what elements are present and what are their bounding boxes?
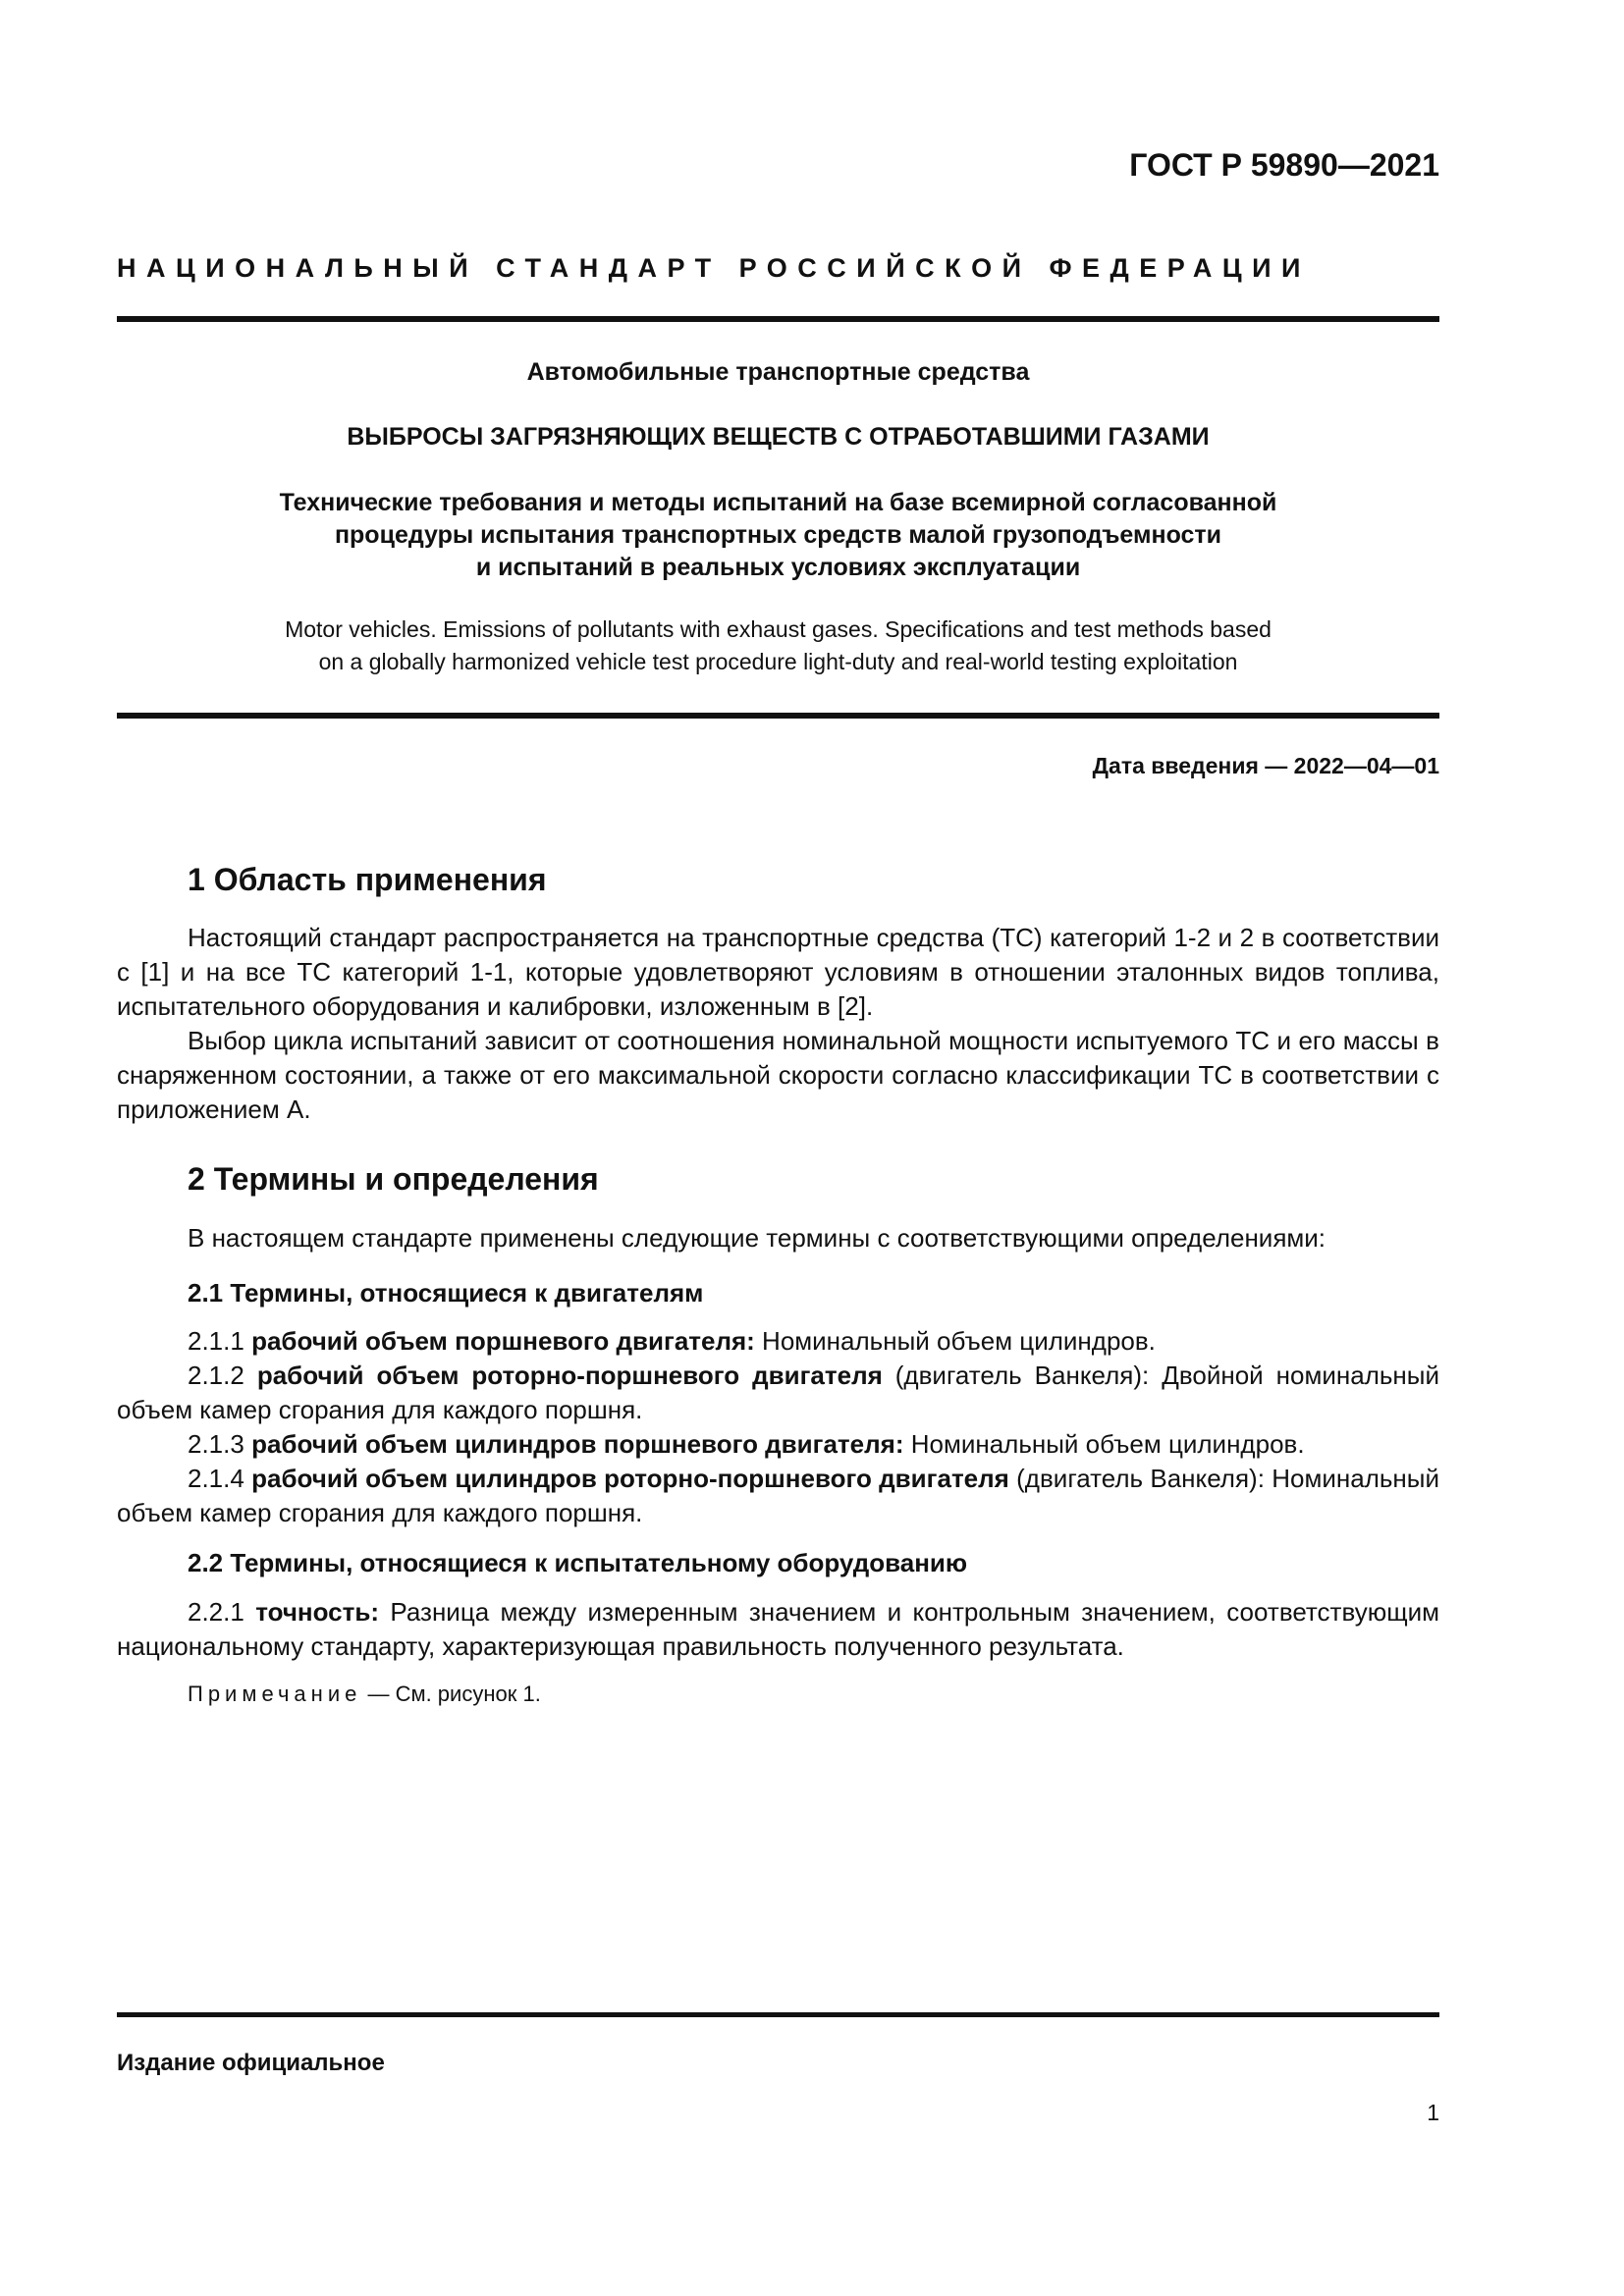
title-subtitle-line3: и испытаний в реальных условиях эксплуатации bbox=[475, 554, 1081, 581]
term-name: рабочий объем поршневого двигателя: bbox=[251, 1326, 755, 1356]
subsection-2-2-heading: 2.2 Термины, относящиеся к испытательному оборудованию bbox=[188, 1548, 968, 1577]
section-1-paragraph-2: Выбор цикла испытаний зависит от соотношения номинальной мощности испытуемого ТС и его массы в снаряженном состоянии, а также от его максимальной скорости согласно классификации ТС в соответствии с приложением А. bbox=[117, 1026, 1439, 1124]
term-definition: Номинальный объем цилиндров. bbox=[903, 1429, 1305, 1459]
official-edition-label: Издание официальное bbox=[117, 2050, 385, 2076]
term-definition: (двигатель Ванкеля): Двойной номинальный объем камер сгорания для каждого поршня. bbox=[117, 1361, 1439, 1424]
title-main: ВЫБРОСЫ ЗАГРЯЗНЯЮЩИХ ВЕЩЕСТВ С ОТРАБОТАВШИМИ ГАЗАМИ bbox=[347, 423, 1210, 451]
title-english-line1: Motor vehicles. Emissions of pollutants with exhaust gases. Specifications and test methods based bbox=[285, 616, 1272, 642]
document-number: ГОСТ Р 59890—2021 bbox=[1129, 147, 1439, 183]
section-2-heading: 2 Термины и определения bbox=[188, 1161, 599, 1197]
term-name: точность: bbox=[255, 1597, 380, 1627]
top-divider bbox=[117, 316, 1439, 322]
term-2-1-3 bbox=[117, 1427, 1439, 1462]
note bbox=[188, 1682, 541, 1707]
section-1-heading: 1 Область применения bbox=[188, 862, 547, 897]
term-definition: Номинальный объем цилиндров. bbox=[754, 1326, 1156, 1356]
note-text: — См. рисунок 1. bbox=[361, 1682, 541, 1706]
term-name: рабочий объем цилиндров роторно-поршневого двигателя bbox=[251, 1464, 1009, 1493]
term-number: 2.1.1 bbox=[188, 1326, 252, 1356]
title-divider bbox=[117, 713, 1439, 719]
title-category: Автомобильные транспортные средства bbox=[526, 358, 1030, 386]
title-english bbox=[117, 614, 1439, 678]
title-english-line2: on a globally harmonized vehicle test procedure light-duty and real-world testing exploitation bbox=[318, 649, 1238, 674]
introduction-date: Дата введения — 2022—04—01 bbox=[1092, 753, 1439, 778]
term-2-1-2 bbox=[117, 1359, 1439, 1427]
term-number: 2.1.3 bbox=[188, 1429, 252, 1459]
national-standard-banner: НАЦИОНАЛЬНЫЙ СТАНДАРТ РОССИЙСКОЙ ФЕДЕРАЦИИ bbox=[117, 253, 1311, 283]
term-number: 2.1.4 bbox=[188, 1464, 252, 1493]
term-2-1-4 bbox=[117, 1462, 1439, 1530]
term-definition: Разница между измеренным значением и контрольным значением, соответствующим национальному стандарту, характеризующая правильность полученного результата. bbox=[117, 1597, 1439, 1661]
page-number: 1 bbox=[1427, 2100, 1439, 2125]
term-2-1-1 bbox=[117, 1324, 1439, 1359]
title-subtitle-line1: Технические требования и методы испытаний на базе всемирной согласованной bbox=[279, 489, 1277, 516]
title-subtitle-line2: процедуры испытания транспортных средств малой грузоподъемности bbox=[334, 521, 1222, 549]
term-name: рабочий объем цилиндров поршневого двигателя: bbox=[251, 1429, 904, 1459]
term-number: 2.2.1 bbox=[188, 1597, 256, 1627]
term-definition: (двигатель Ванкеля): Номинальный объем камер сгорания для каждого поршня. bbox=[117, 1464, 1439, 1527]
subsection-2-1-heading: 2.1 Термины, относящиеся к двигателям bbox=[188, 1278, 704, 1308]
section-2-intro: В настоящем стандарте применены следующие термины с соответствующими определениями: bbox=[188, 1223, 1326, 1253]
term-2-2-1 bbox=[117, 1595, 1439, 1664]
term-number: 2.1.2 bbox=[188, 1361, 257, 1390]
footer-divider bbox=[117, 2012, 1439, 2017]
title-subtitle bbox=[117, 487, 1439, 584]
section-1-paragraph-1: Настоящий стандарт распространяется на транспортные средства (ТС) категорий 1-2 и 2 в соответствии с [1] и на все ТС категорий 1-1, которые удовлетворяют условиям в отношении эталонных видов топлива, испытательного оборудования и калибровки, изложенным в [2]. bbox=[117, 923, 1439, 1021]
note-label: Примечание bbox=[188, 1682, 362, 1706]
term-name: рабочий объем роторно-поршневого двигателя bbox=[256, 1361, 883, 1390]
